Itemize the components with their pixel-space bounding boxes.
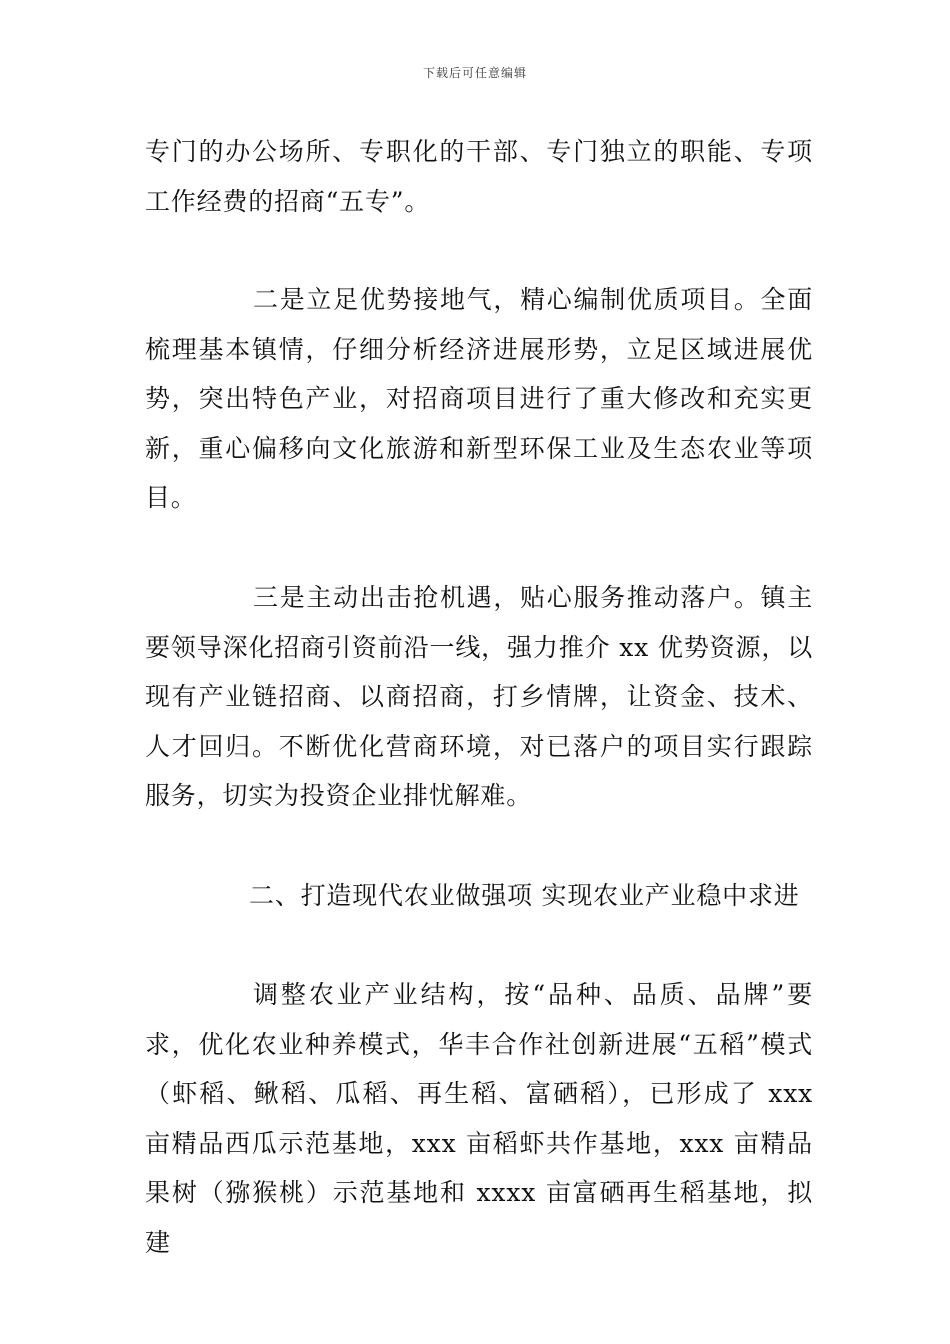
paragraph-text: 三是主动出击抢机遇，贴心服务推动落户。镇主要领导深化招商引资前沿一线，强力推介 xx 优势资源，以现有产业链招商、以商招商，打乡情牌，让资金、技术、人才回归。不断优化营商环境，对已落户的项目实行跟踪服务，切实为投资企业排忧解难。: [145, 583, 813, 810]
paragraph-text: 专门的办公场所、专职化的干部、专门独立的职能、专项工作经费的招商“五专”。: [145, 137, 813, 216]
paragraph-five: [145, 970, 813, 1267]
paragraph-text: 二是立足优势接地气，精心编制优质项目。全面梳理基本镇情，仔细分析经济进展形势，立足区域进展优势，突出特色产业，对招商项目进行了重大修改和充实更新，重心偏移向文化旅游和新型环保工业及生态农业等项目。: [145, 285, 813, 512]
section-heading-text: 二、打造现代农业做强项 实现农业产业稳中求进: [249, 881, 800, 910]
paragraph-text: 调整农业产业结构，按“品种、品质、品牌”要求，优化农业种养模式，华丰合作社创新进展“五稻”模式（虾稻、鳅稻、瓜稻、再生稻、富硒稻），已形成了 xxx 亩精品西瓜示范基地，xxx 亩稻虾共作基地，xxx 亩精品果树（猕猴桃）示范基地和 xxxx 亩富硒再生稻基地，拟建: [145, 980, 813, 1257]
paragraph-continuation: [145, 127, 813, 226]
page-header: 下载后可任意编辑: [422, 66, 527, 80]
paragraph-three: [145, 573, 813, 821]
section-heading: [145, 871, 813, 921]
paragraph-two: [145, 275, 813, 523]
